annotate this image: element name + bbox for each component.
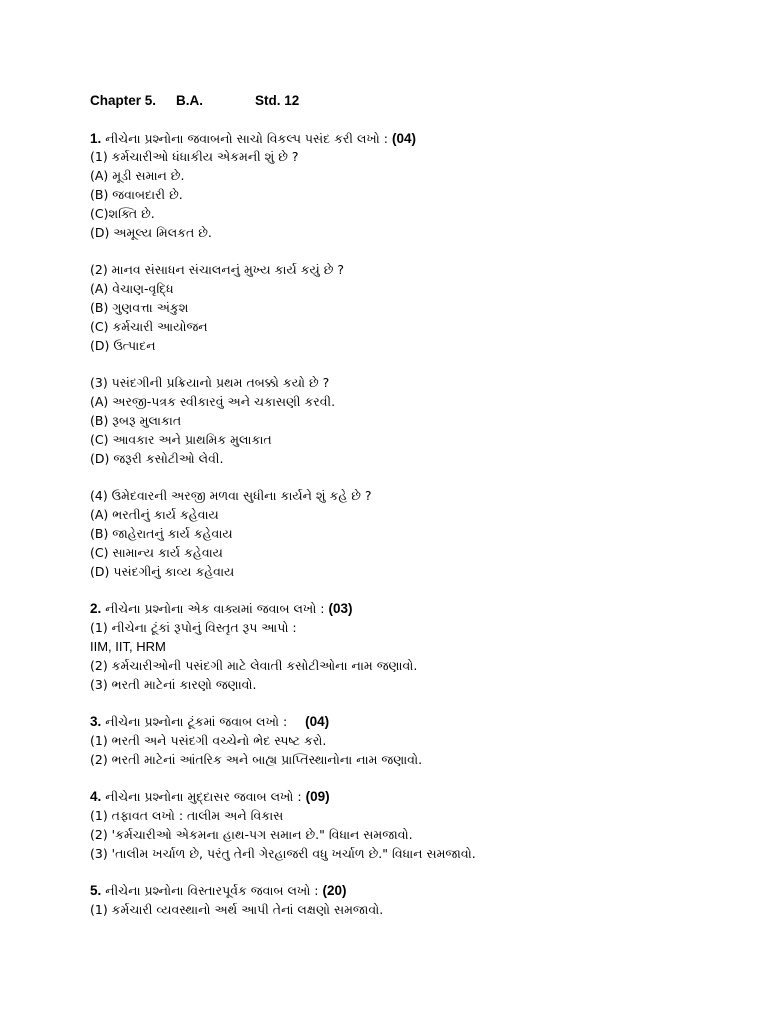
option-c: (C) કર્મચારી આયોજન: [90, 319, 208, 334]
option-b: (B) જાહેરાતનું કાર્ય કહેવાય: [90, 526, 233, 541]
section-title: નીચેના પ્રશ્નોના મુદ્દાસર જવાબ લખો :: [105, 789, 302, 804]
section-number: 2.: [90, 601, 102, 616]
question-line: (1) ભરતી અને પસંદગી વચ્ચેનો ભેદ સ્પષ્ટ કરો.: [90, 733, 327, 748]
section-2-heading: [90, 600, 353, 618]
section-title: નીચેના પ્રશ્નોના વિસ્તારપૂર્વક જવાબ લખો :: [105, 883, 319, 898]
section-3-heading: [90, 713, 329, 731]
question-line: (1) તફાવત લખો : તાલીમ અને વિકાસ: [90, 808, 284, 823]
section-marks: (04): [305, 714, 330, 729]
option-c: (C) સામાન્ય કાર્ય કહેવાય: [90, 545, 223, 560]
section-number: 5.: [90, 883, 102, 898]
section-number: 3.: [90, 714, 102, 729]
section-1-heading: [90, 130, 416, 148]
question-line: (3) ભરતી માટેનાં કારણો જણાવો.: [90, 677, 257, 692]
option-d: (D) પસંદગીનું કાવ્ય કહેવાય: [90, 564, 235, 579]
section-number: 4.: [90, 789, 102, 804]
option-c: (C)શક્તિ છે.: [90, 206, 155, 221]
option-a: (A) વેચાણ-વૃદ્ધિ: [90, 281, 174, 296]
course-label: B.A.: [176, 93, 203, 108]
question-text: (2) માનવ સંસાધન સંચાલનનું મુખ્ય કાર્ય કયું છે ?: [90, 262, 345, 277]
option-a: (A) અરજી-પત્રક સ્વીકારવું અને ચકાસણી કરવી.: [90, 394, 336, 409]
std-label: Std. 12: [255, 93, 300, 108]
question-line: (2) 'કર્મચારીઓ એકમના હાથ-પગ સમાન છે." વિધાન સમજાવો.: [90, 827, 413, 842]
question-line: IIM, IIT, HRM: [90, 639, 166, 654]
option-b: (B) જવાબદારી છે.: [90, 187, 183, 202]
section-5-heading: [90, 882, 347, 900]
option-d: (D) અમૂલ્ય મિલકત છે.: [90, 225, 212, 240]
option-a: (A) ભરતીનું કાર્ય કહેવાય: [90, 507, 219, 522]
option-d: (D) જરૂરી કસોટીઓ લેવી.: [90, 451, 224, 466]
question-line: (2) ભરતી માટેનાં આંતરિક અને બાહ્ય પ્રાપ્તિસ્થાનોના નામ જણાવો.: [90, 752, 423, 767]
section-marks: (20): [322, 883, 347, 898]
chapter-label: Chapter 5.: [90, 93, 157, 108]
section-marks: (09): [305, 789, 330, 804]
document-header: [0, 92, 768, 110]
section-title: નીચેના પ્રશ્નોના એક વાક્યમાં જવાબ લખો :: [105, 601, 325, 616]
question-text: (4) ઉમેદવારની અરજી મળવા સુધીના કાર્યને શું કહે છે ?: [90, 488, 372, 503]
section-4-heading: [90, 788, 330, 806]
question-text: (3) પસંદગીની પ્રક્રિયાનો પ્રથમ તબક્કો કયો છે ?: [90, 375, 330, 390]
question-line: (1) કર્મચારી વ્યવસ્થાનો અર્થ આપી તેનાં લક્ષણો સમજાવો.: [90, 902, 384, 917]
option-c: (C) આવકાર અને પ્રાથમિક મુલાકાત: [90, 432, 272, 447]
section-title: નીચેના પ્રશ્નોના જવાબનો સાચો વિકલ્પ પસંદ કરી લખો :: [105, 131, 388, 146]
question-text: (1) કર્મચારીઓ ધંધાકીય એકમની શું છે ?: [90, 149, 299, 164]
option-b: (B) રૂબરૂ મુલાકાત: [90, 413, 182, 428]
option-d: (D) ઉત્પાદન: [90, 338, 156, 353]
question-line: (2) કર્મચારીઓની પસંદગી માટે લેવાતી કસોટીઓના નામ જણાવો.: [90, 658, 418, 673]
question-line: (1) નીચેના ટૂંકાં રૂપોનું વિસ્તૃત રૂપ આપો :: [90, 620, 297, 635]
question-line: (3) 'તાલીમ ખર્ચાળ છે, પરંતુ તેની ગેરહાજરી વધુ ખર્ચાળ છે." વિધાન સમજાવો.: [90, 846, 476, 861]
section-title: નીચેના પ્રશ્નોના ટૂંકમાં જવાબ લખો :: [105, 714, 288, 729]
section-number: 1.: [90, 131, 102, 146]
section-marks: (04): [391, 131, 416, 146]
section-marks: (03): [328, 601, 353, 616]
option-b: (B) ગુણવત્તા અંકુશ: [90, 300, 189, 315]
option-a: (A) મૂડી સમાન છે.: [90, 168, 185, 183]
